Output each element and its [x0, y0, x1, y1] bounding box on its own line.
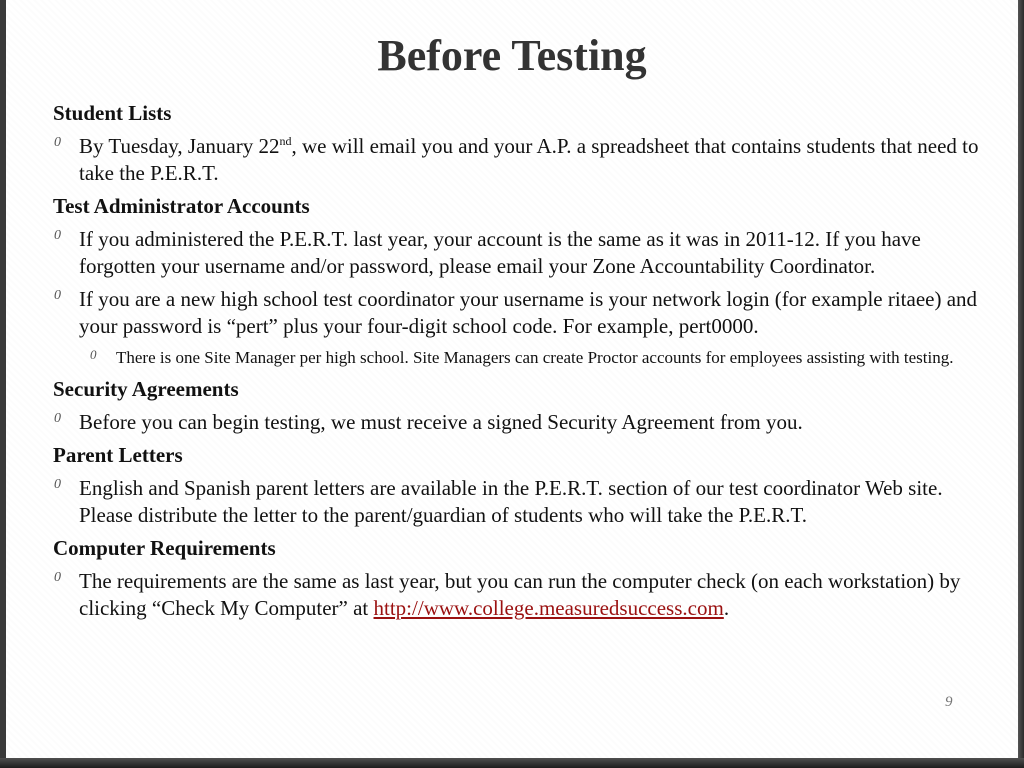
- frame-shadow-bottom: [0, 758, 1024, 768]
- bullet-text: There is one Site Manager per high school. Site Managers can create Proctor accounts for employees assisting with testing.: [116, 348, 954, 367]
- heading-student-lists: Student Lists: [53, 101, 172, 125]
- bullet-student-lists: [53, 133, 993, 187]
- bullet-marker: 0: [90, 347, 97, 362]
- bullet-text: Before you can begin testing, we must receive a signed Security Agreement from you.: [79, 410, 803, 434]
- slide-title: Before Testing: [377, 31, 647, 80]
- bullet-test-admin-2: [53, 286, 993, 340]
- page-number: 9: [945, 694, 953, 710]
- bullet-text: If you are a new high school test coordinator your username is your network login (for example ritaee) and your password is “pert” plus your four-digit school code. For example, pert0000.: [79, 287, 978, 338]
- bullet-text-pre: By Tuesday, January 22: [79, 134, 280, 158]
- bullet-text: English and Spanish parent letters are available in the P.E.R.T. section of our test coordinator Web site. Please distribute the letter to the parent/guardian of students who will take the P.E.R.T.: [79, 476, 943, 527]
- college-site-link[interactable]: http://www.college.measuredsuccess.com: [373, 596, 724, 620]
- bullet-marker: 0: [54, 135, 61, 150]
- bullet-text-post: .: [723, 596, 730, 620]
- bullet-text: If you administered the P.E.R.T. last year, your account is the same as it was in 2011-12. If you have forgotten your username and/or password, please email your Zone Accountability Coordinator.: [79, 227, 921, 278]
- bullet-security: [53, 409, 993, 436]
- bullet-text-post: , we will email you and your A.P. a spreadsheet that contains students that need to take the P.E.R.T.: [79, 134, 979, 185]
- bullet-text-pre: The requirements are the same as last year, but you can run the computer check (on each workstation) by clicking “Check My Computer” at: [79, 569, 961, 620]
- bullet-computer: [53, 568, 993, 622]
- bullet-marker: 0: [54, 228, 61, 243]
- bullet-marker: 0: [54, 288, 61, 303]
- heading-security: Security Agreements: [53, 377, 239, 401]
- frame-shadow-right: [1018, 0, 1024, 768]
- bullet-marker: 0: [54, 411, 61, 426]
- slide: [6, 0, 1018, 758]
- bullet-parent-letters: [53, 475, 993, 529]
- ordinal-suffix: nd: [279, 134, 292, 148]
- slide-content: [53, 100, 993, 628]
- heading-parent-letters: Parent Letters: [53, 443, 183, 467]
- sub-bullet-site-manager: [53, 346, 993, 370]
- bullet-marker: 0: [54, 477, 61, 492]
- bullet-test-admin-1: [53, 226, 993, 280]
- heading-computer: Computer Requirements: [53, 536, 276, 560]
- heading-test-admin: Test Administrator Accounts: [53, 194, 310, 218]
- bullet-marker: 0: [54, 570, 61, 585]
